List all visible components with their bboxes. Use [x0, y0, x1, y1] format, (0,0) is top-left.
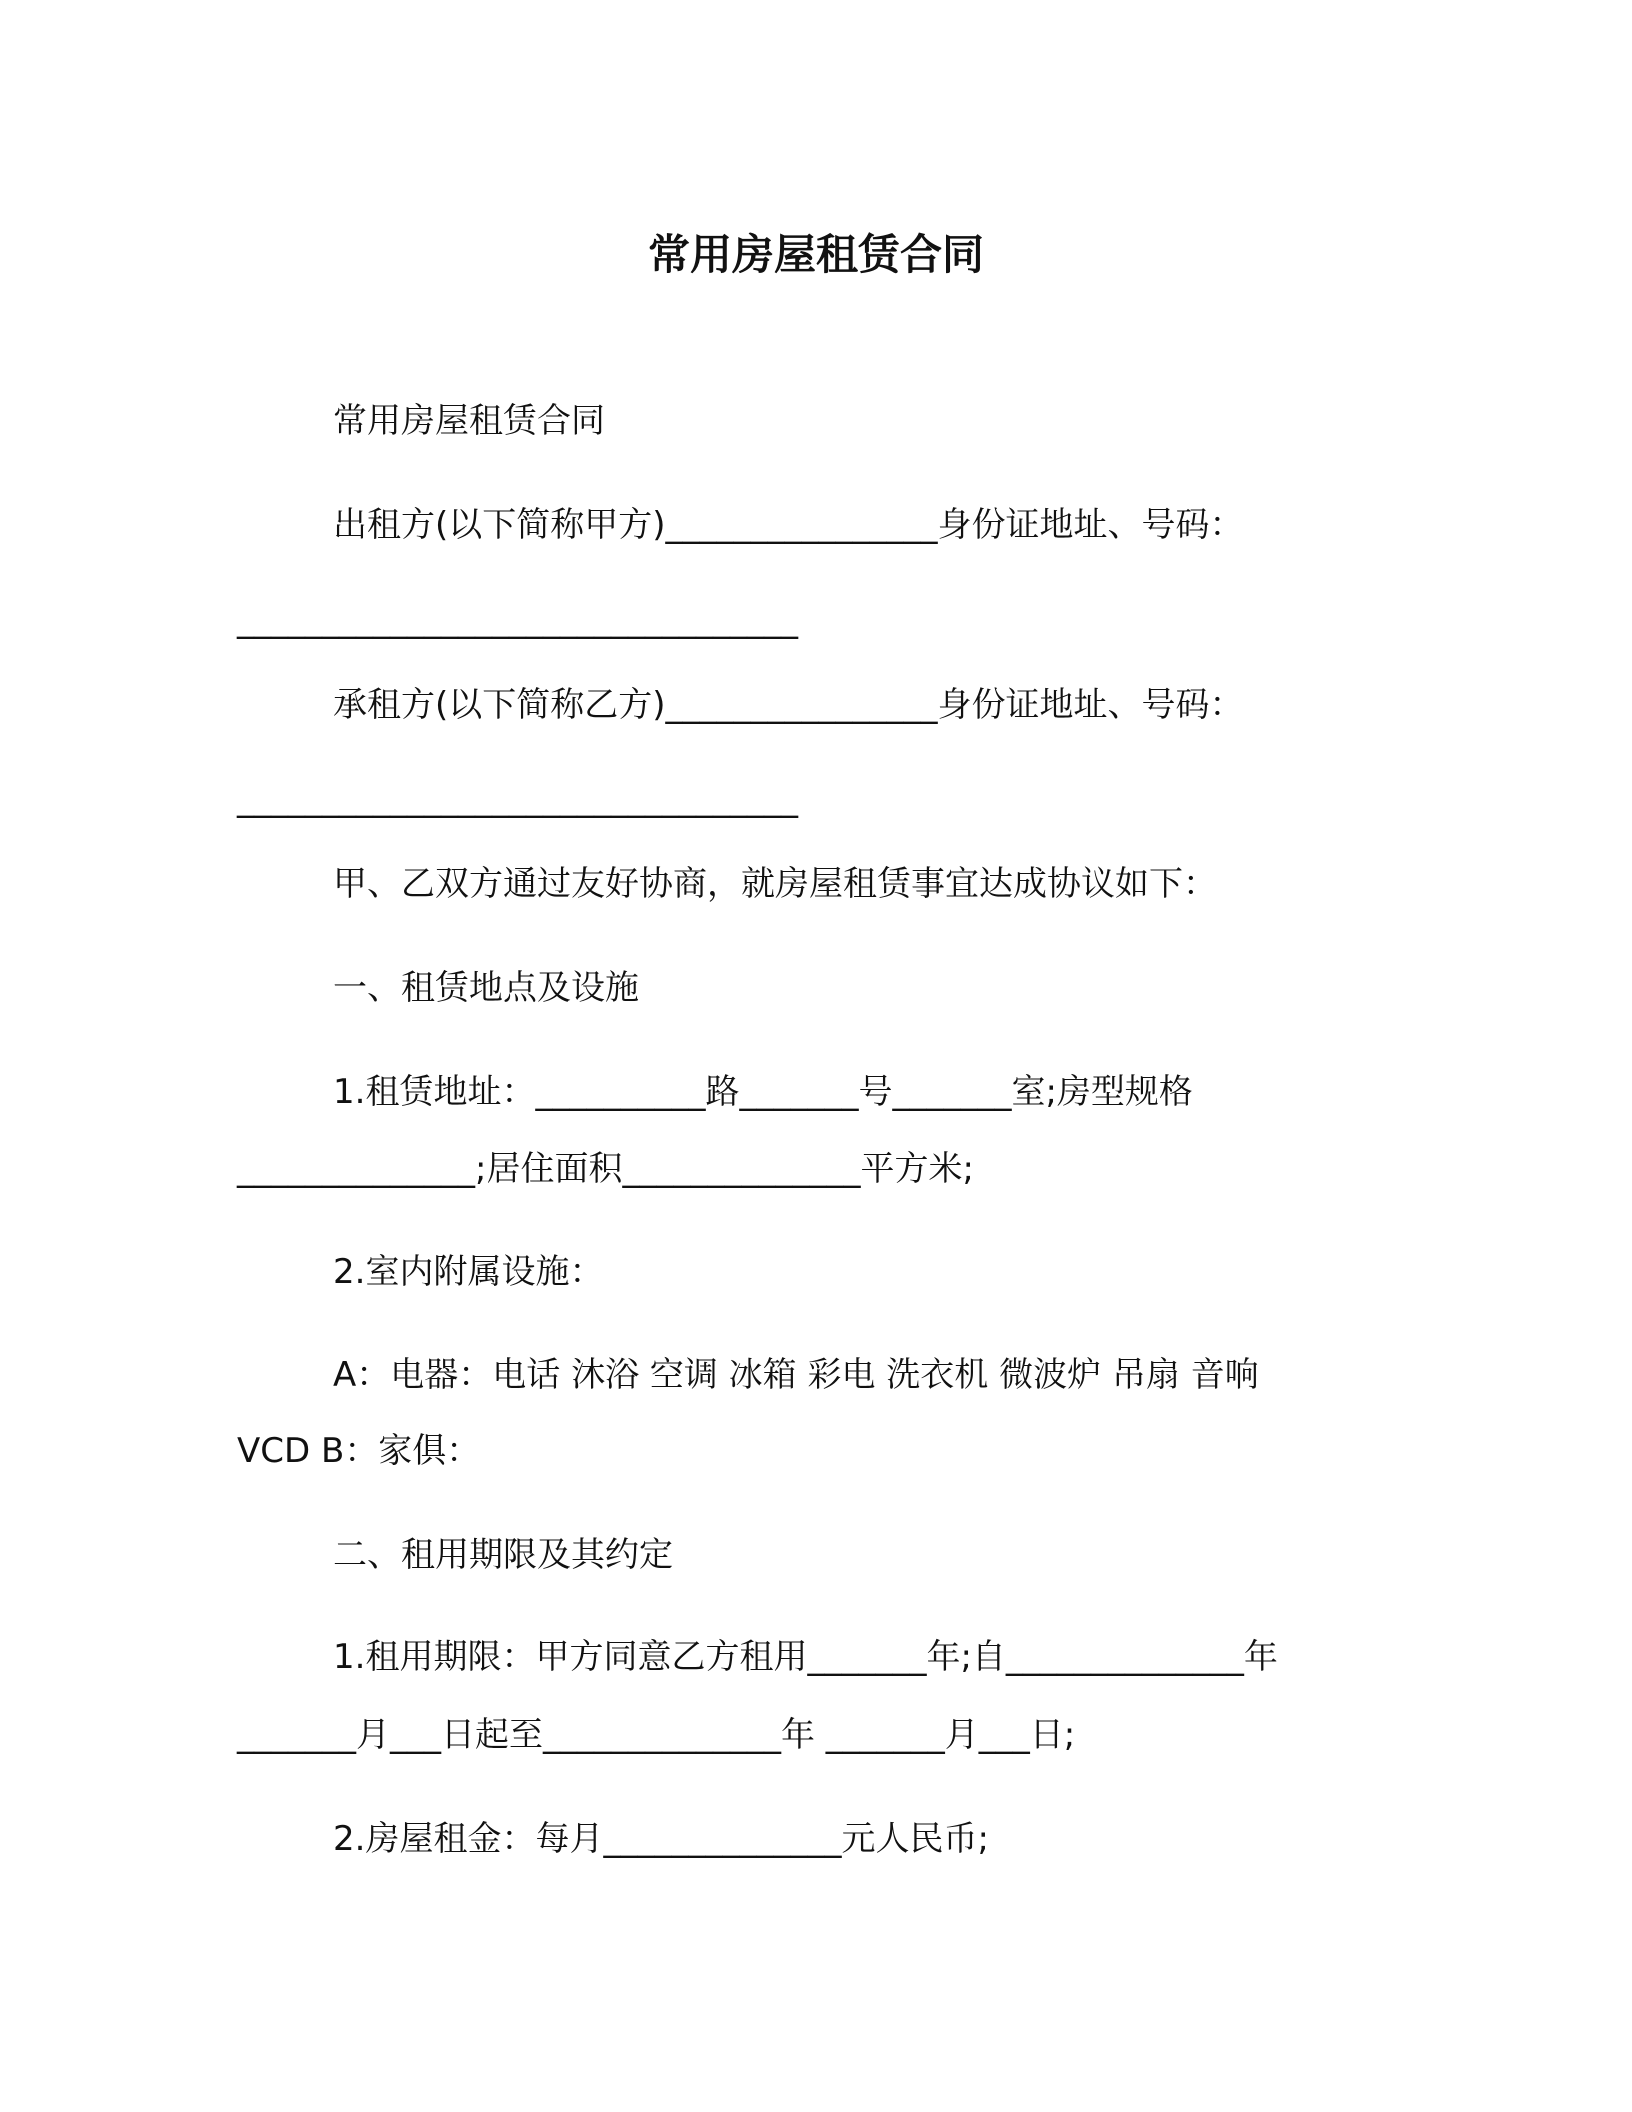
clause-term-cont: _______月___日起至______________年 _______月___日; — [237, 1715, 1076, 1755]
clause-appliances-cont: VCD B：家俱： — [237, 1431, 481, 1471]
document-title: 常用房屋租赁合同 — [647, 230, 984, 279]
clause-facilities: 2.室内附属设施： — [333, 1252, 604, 1292]
lessee-id-blank: _________________________________ — [237, 779, 798, 819]
clause-appliances: A：电器：电话 沐浴 空调 冰箱 彩电 洗衣机 微波炉 吊扇 音响 — [333, 1355, 1259, 1395]
clause-address: 1.租赁地址：__________路_______号_______室;房型规格 — [333, 1072, 1193, 1112]
subtitle: 常用房屋租赁合同 — [333, 401, 605, 441]
lessee-line: 承租方(以下简称乙方)________________身份证地址、号码： — [333, 685, 1244, 725]
agreement-intro: 甲、乙双方通过友好协商，就房屋租赁事宜达成协议如下： — [333, 864, 1217, 904]
lessor-line: 出租方(以下简称甲方)________________身份证地址、号码： — [333, 505, 1244, 545]
section-heading-1: 一、租赁地点及设施 — [333, 968, 639, 1008]
lessor-id-blank: _________________________________ — [237, 600, 798, 640]
clause-address-cont: ______________;居住面积______________平方米; — [237, 1149, 974, 1189]
clause-term: 1.租用期限：甲方同意乙方租用_______年;自______________年 — [333, 1637, 1278, 1677]
clause-rent: 2.房屋租金：每月______________元人民币; — [333, 1819, 989, 1859]
section-heading-2: 二、租用期限及其约定 — [333, 1535, 673, 1575]
